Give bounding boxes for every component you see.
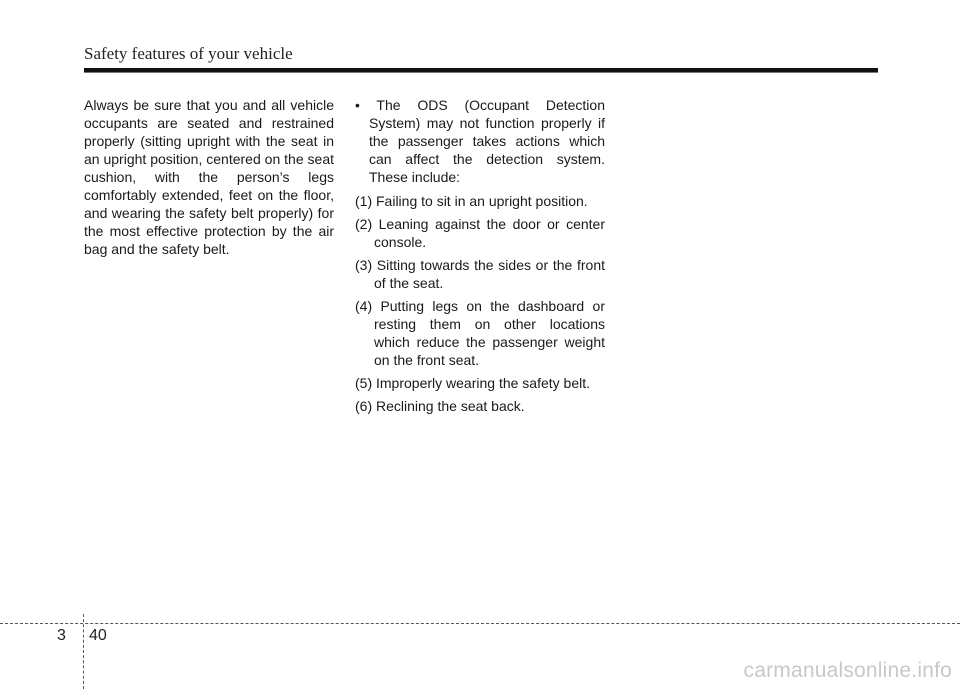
intro-paragraph: Always be sure that you and all vehicle occupants are seated and restrained properly (sitting upright with the seat in an upright position, centered on the seat cushion, with the person’s legs comfortably extended, feet on the floor, and wearing the safety belt properly) for the most effective protection by the air bag and the safety belt.: [84, 97, 334, 257]
left-column: [84, 96, 334, 258]
watermark: carmanualsonline.info: [743, 659, 952, 682]
section-title: Safety features of your vehicle: [84, 44, 293, 63]
list-item: (4) Putting legs on the dashboard or resting them on other locations which reduce the passenger weight on the front seat.: [355, 298, 605, 368]
ods-bullet-paragraph: • The ODS (Occupant Detection System) may not function properly if the passenger takes actions which can affect the detection system. These include:: [355, 97, 605, 185]
list-item: (5) Improperly wearing the safety belt.: [355, 375, 590, 391]
chapter-number: 3: [57, 627, 66, 644]
footer-vertical-dashed-line: [83, 614, 84, 689]
right-column: [355, 96, 605, 420]
header-rule-thin: [84, 72, 878, 73]
list-item: (6) Reclining the seat back.: [355, 398, 525, 414]
footer-dashed-line: [0, 623, 960, 624]
list-item: (1) Failing to sit in an upright position.: [355, 193, 588, 209]
list-item: (2) Leaning against the door or center console.: [355, 216, 605, 250]
list-item: (3) Sitting towards the sides or the front of the seat.: [355, 257, 605, 291]
page-number: 40: [89, 627, 107, 644]
